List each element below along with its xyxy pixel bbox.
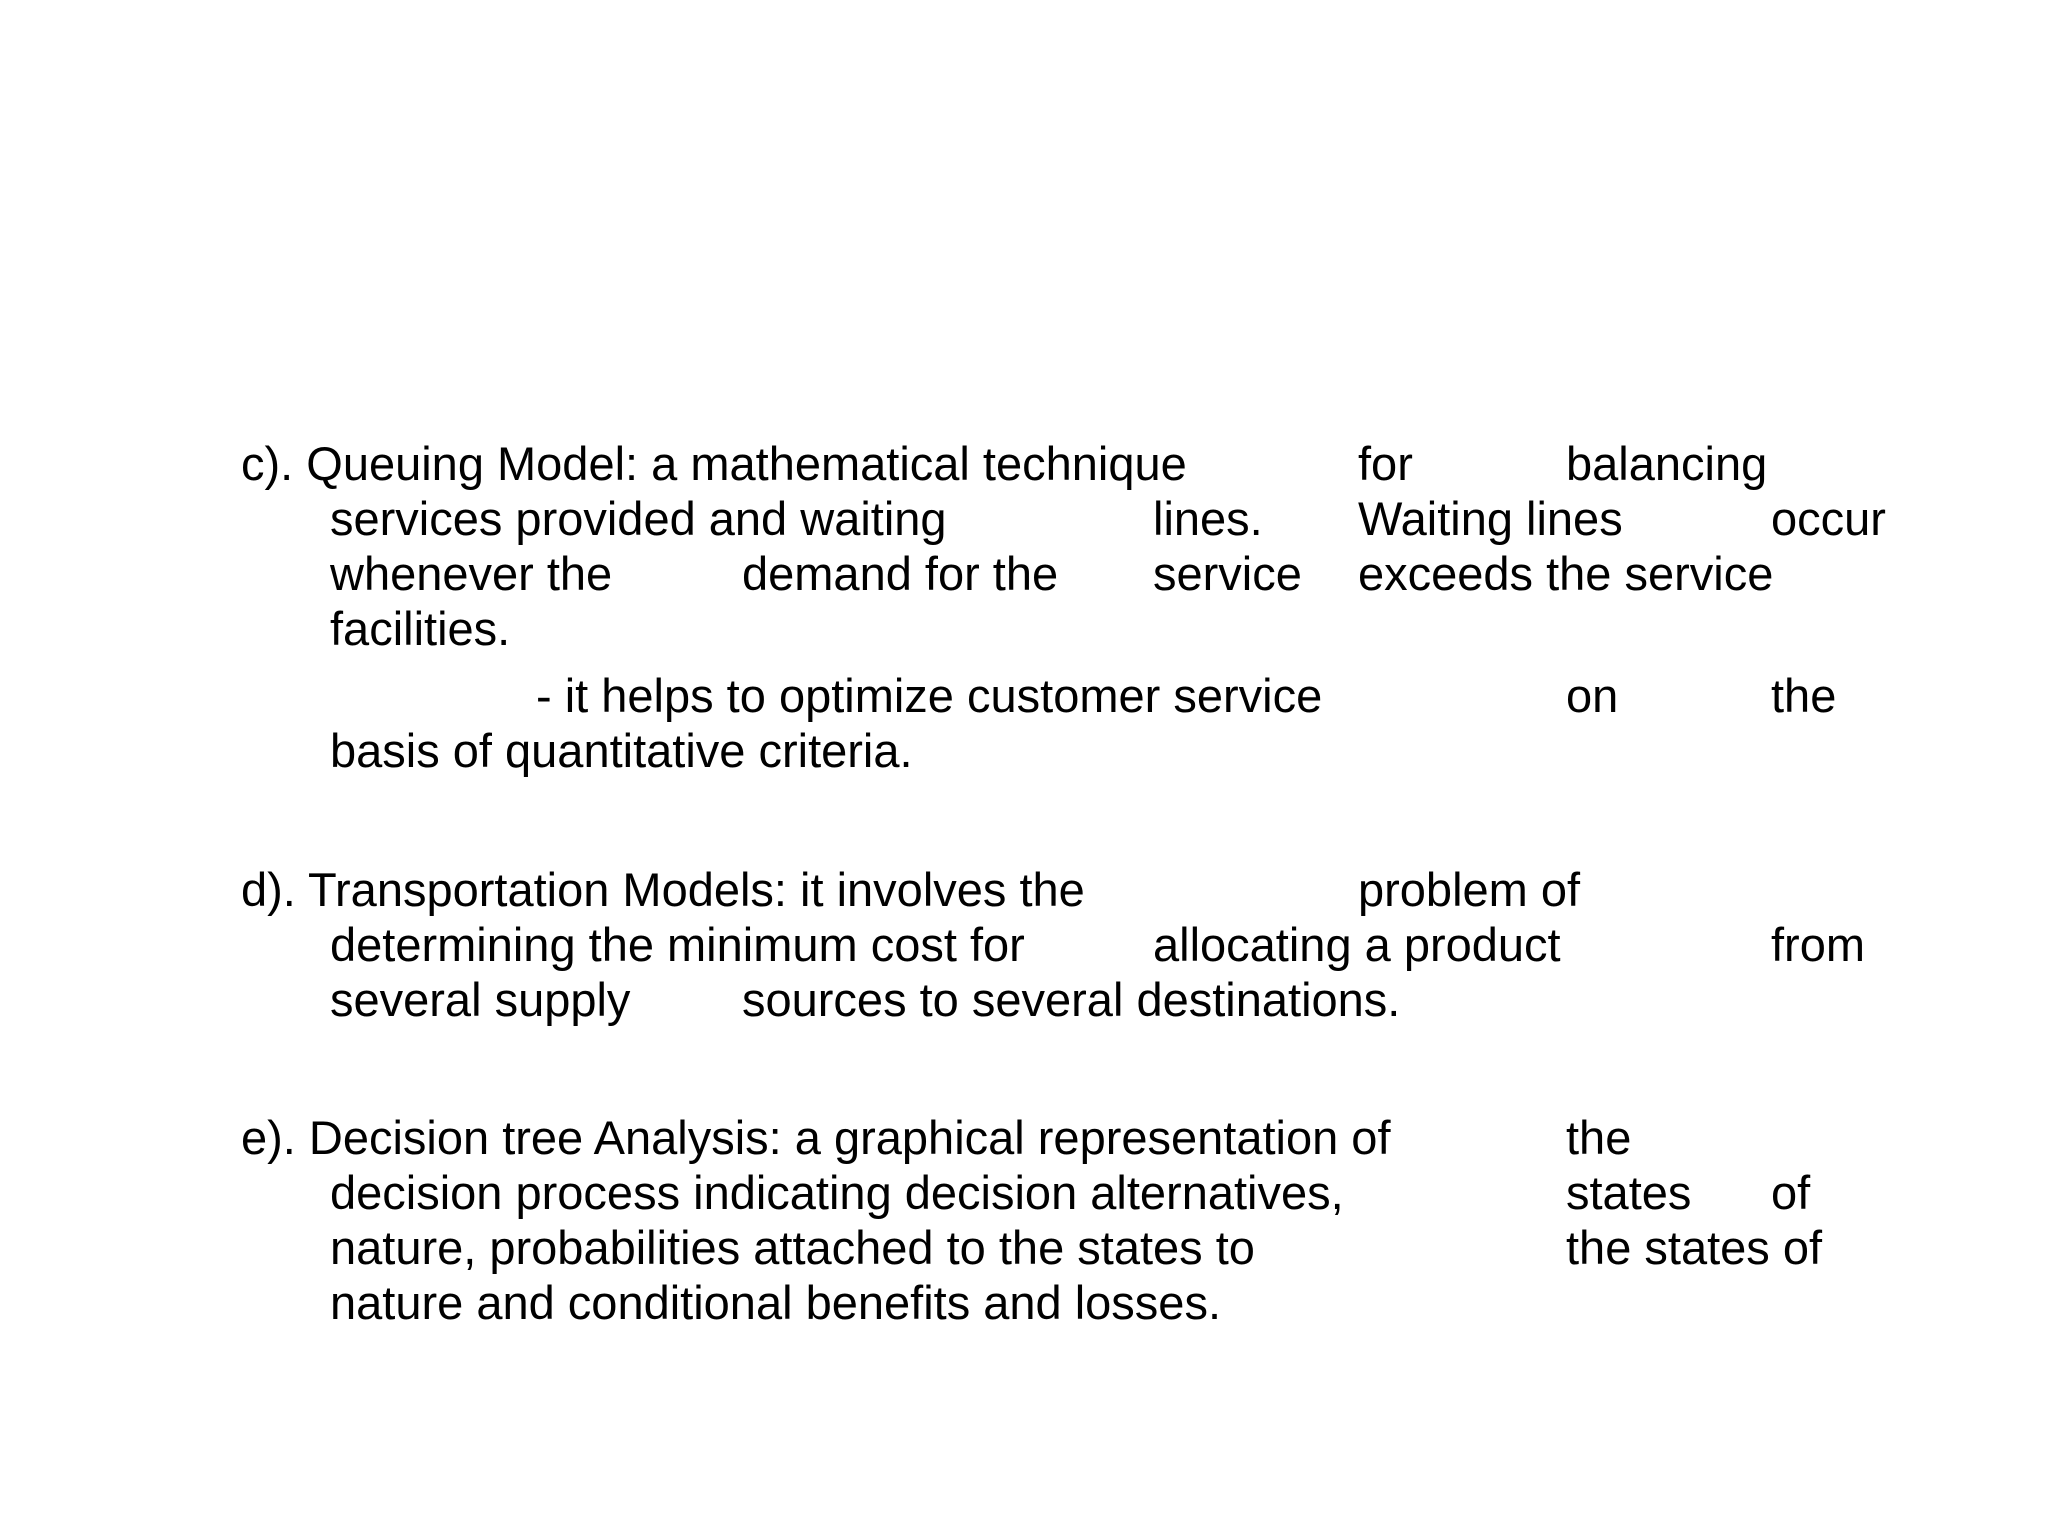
text-line: facilities. [330,602,511,655]
text-line: demand for the [742,547,1059,600]
text-line: whenever the [330,547,613,600]
text-line: basis of quantitative criteria. [330,724,913,777]
text-line: the states of [1566,1221,1823,1274]
text-line: on [1566,669,1619,722]
text-line: for [1358,437,1413,490]
text-line: from [1771,918,1865,971]
text-line: nature, probabilities attached to the states to [330,1221,1255,1274]
text-line: e). Decision tree Analysis: a graphical representation of [241,1111,1391,1164]
text-line: balancing [1566,437,1768,490]
text-line: occur [1771,492,1886,545]
text-line: of [1771,1166,1811,1219]
text-line: sources to several destinations. [742,973,1401,1026]
text-line: the [1566,1111,1632,1164]
text-line: states [1566,1166,1692,1219]
text-line: determining the minimum cost for [330,918,1025,971]
text-line: the [1771,669,1837,722]
text-line: service [1153,547,1302,600]
text-line: Waiting lines [1358,492,1623,545]
text-line: problem of [1358,863,1581,916]
text-line: nature and conditional benefits and losses. [330,1276,1222,1329]
text-line: c). Queuing Model: a mathematical technique [241,437,1187,490]
text-line: d). Transportation Models: it involves the [241,863,1085,916]
text-line: allocating a product [1153,918,1561,971]
text-line: - it helps to optimize customer service [536,669,1323,722]
text-line: several supply [330,973,631,1026]
text-line: exceeds the service [1358,547,1774,600]
text-line: lines. [1153,492,1263,545]
text-line: services provided and waiting [330,492,947,545]
text-line: decision process indicating decision alternatives, [330,1166,1344,1219]
